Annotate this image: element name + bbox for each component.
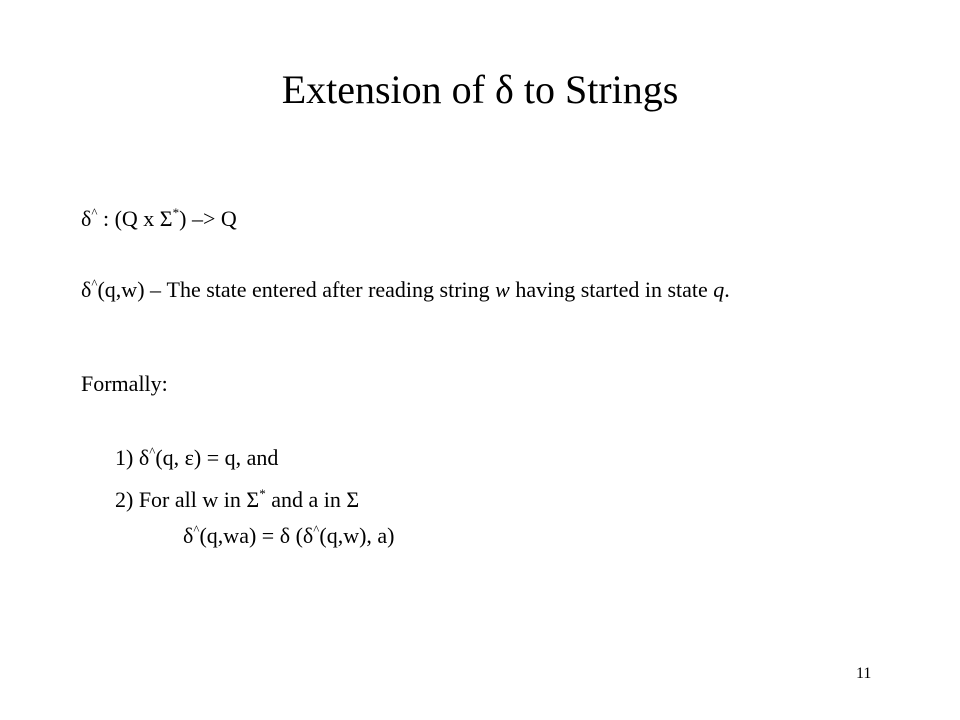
description-part: having started in state: [509, 277, 714, 302]
hat-superscript: ^: [313, 522, 320, 537]
page-number: 11: [856, 665, 872, 682]
formula-part: (q,wa) = δ (δ: [199, 523, 314, 548]
delta-hat-description: [81, 276, 730, 307]
signature-part: δ: [81, 206, 92, 231]
hat-superscript: ^: [149, 444, 156, 459]
item-part: 1) δ: [115, 445, 150, 470]
item-part: 2) For all w in Σ: [115, 487, 260, 512]
definition-item-2-formula: [183, 522, 395, 553]
definition-item-1: [115, 444, 278, 475]
hat-superscript: ^: [193, 522, 200, 537]
star-superscript: *: [259, 486, 266, 501]
formula-part: (q,w), a): [319, 523, 395, 548]
hat-superscript: ^: [91, 276, 98, 291]
description-part: .: [724, 277, 730, 302]
definition-item-2: [115, 486, 359, 517]
delta-hat-signature: [81, 205, 237, 236]
item-part: and a in Σ: [265, 487, 360, 512]
signature-part: : (Q x Σ: [97, 206, 173, 231]
description-part: (q,w) – The state entered after reading string: [97, 277, 496, 302]
star-superscript: *: [172, 205, 180, 220]
description-part: δ: [81, 277, 92, 302]
formula-part: δ: [183, 523, 194, 548]
variable-w: w: [495, 277, 510, 302]
hat-superscript: ^: [91, 205, 98, 220]
signature-part: ) –> Q: [179, 206, 237, 231]
item-part: (q, ε) = q, and: [155, 445, 279, 470]
variable-q: q: [713, 277, 725, 302]
formally-label: Formally:: [81, 371, 168, 396]
slide-title: Extension of δ to Strings: [281, 67, 679, 112]
